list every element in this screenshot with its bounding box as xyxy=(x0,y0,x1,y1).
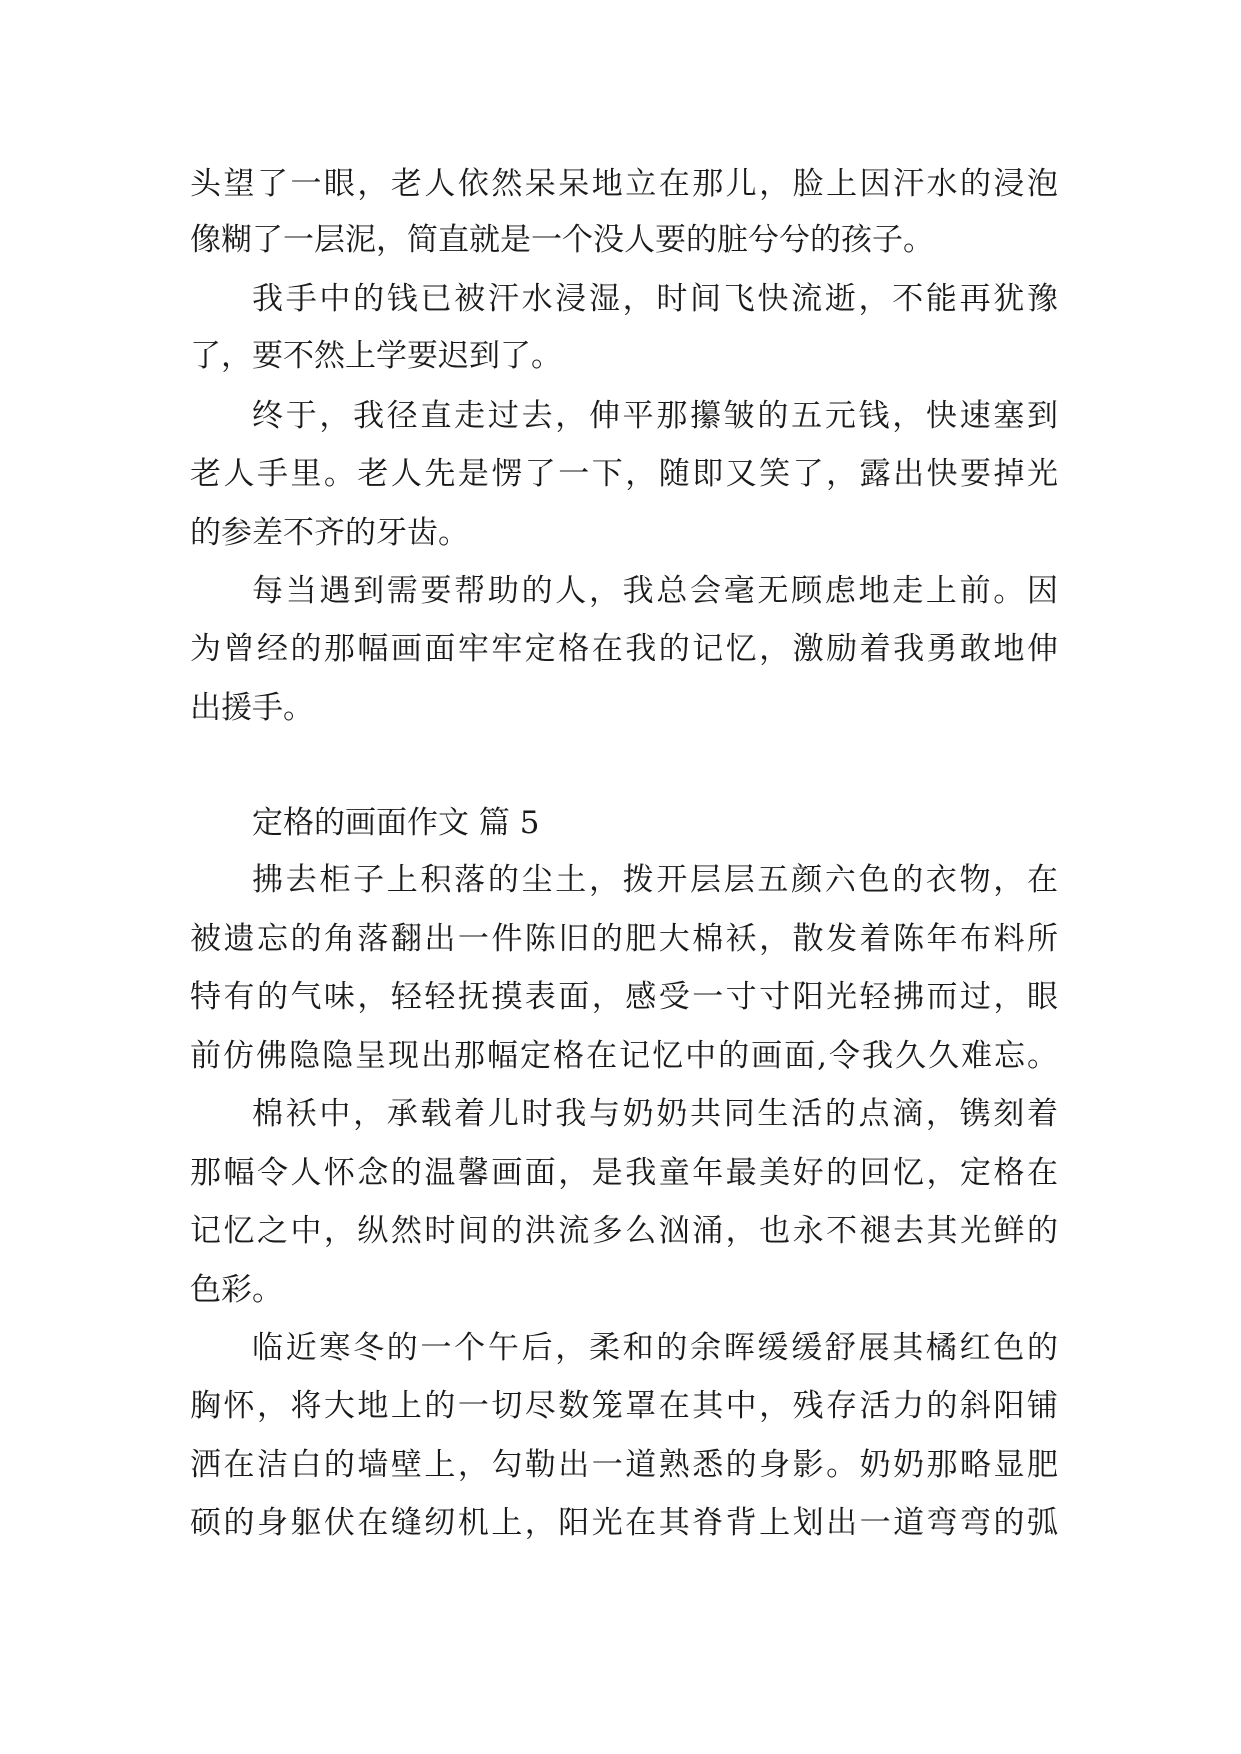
text-line: 像糊了一层泥，简直就是一个没人要的脏兮兮的孩子。 xyxy=(190,222,934,258)
text-line: 出援手。 xyxy=(190,690,314,726)
text-line: 洒在洁白的墙壁上，勾勒出一道熟悉的身影。奶奶那略显肥 xyxy=(190,1447,1058,1483)
text-line: 胸怀，将大地上的一切尽数笼罩在其中，残存活力的斜阳铺 xyxy=(190,1388,1058,1424)
text-line: 被遗忘的角落翻出一件陈旧的肥大棉袄，散发着陈年布料所 xyxy=(190,921,1058,957)
text-line: 棉袄中，承载着儿时我与奶奶共同生活的点滴，镌刻着 xyxy=(252,1096,1058,1132)
text-line: 硕的身躯伏在缝纫机上，阳光在其脊背上划出一道弯弯的弧 xyxy=(190,1505,1058,1541)
text-line: 终于，我径直走过去，伸平那攥皱的五元钱，快速塞到 xyxy=(252,398,1058,434)
text-line: 老人手里。老人先是愣了一下，随即又笑了，露出快要掉光 xyxy=(190,456,1058,492)
text-line: 为曾经的那幅画面牢牢定格在我的记忆，激励着我勇敢地伸 xyxy=(190,631,1058,667)
text-line: 记忆之中，纵然时间的洪流多么汹涌，也永不褪去其光鲜的 xyxy=(190,1213,1058,1249)
text-line: 我手中的钱已被汗水浸湿，时间飞快流逝，不能再犹豫 xyxy=(252,281,1058,317)
text-line: 了，要不然上学要迟到了。 xyxy=(190,338,562,374)
text-line: 临近寒冬的一个午后，柔和的余晖缓缓舒展其橘红色的 xyxy=(252,1330,1058,1366)
text-line: 前仿佛隐隐呈现出那幅定格在记忆中的画面,令我久久难忘。 xyxy=(190,1038,1058,1074)
text-line: 的参差不齐的牙齿。 xyxy=(190,515,469,551)
text-line: 特有的气味，轻轻抚摸表面，感受一寸寸阳光轻拂而过，眼 xyxy=(190,979,1058,1015)
text-line: 头望了一眼，老人依然呆呆地立在那儿，脸上因汗水的浸泡 xyxy=(190,166,1058,202)
text-line: 那幅令人怀念的温馨画面，是我童年最美好的回忆，定格在 xyxy=(190,1155,1058,1191)
section-heading: 定格的画面作文 篇 5 xyxy=(252,805,540,841)
text-line: 色彩。 xyxy=(190,1272,283,1308)
text-line: 拂去柜子上积落的尘土，拨开层层五颜六色的衣物，在 xyxy=(252,862,1058,898)
text-line: 每当遇到需要帮助的人，我总会毫无顾虑地走上前。因 xyxy=(252,573,1058,609)
